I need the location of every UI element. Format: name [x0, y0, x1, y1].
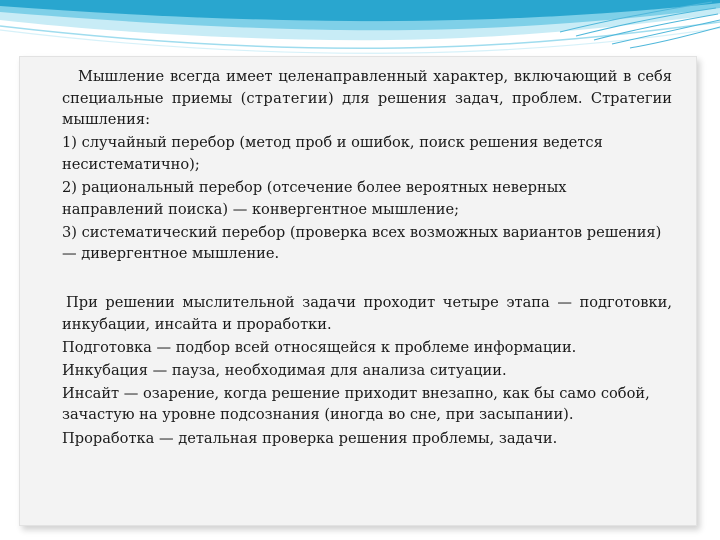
strategy-item-systematic: 3) систематический перебор (проверка всех возможных вариантов решения) — дивергентное мышление.: [62, 223, 662, 263]
strategies-intro-text-end: ) для решения задач, проблем. Стратегии мышления:: [62, 89, 672, 129]
stage-item-preparation: Подготовка — подбор всей относящейся к проблеме информации.: [62, 338, 577, 356]
strategies-intro-paragraph: [62, 66, 672, 131]
thinking-strategies-section: [62, 66, 672, 266]
header-wave-decoration: [0, 0, 720, 60]
strategies-intro-text-start: Мышление всегда имеет целенаправленный характер, включающий в себя специальные приемы (: [62, 68, 672, 107]
stage-item-insight: Инсайт — озарение, когда решение приходит внезапно, как бы само собой, зачастую на уровне подсознания (иногда во сне, при засыпании).: [62, 384, 650, 424]
stages-intro-paragraph: При решении мыслительной задачи проходит четыре этапа — подготовки, инкубации, инсайта и проработки.: [62, 294, 672, 333]
stage-item-incubation: Инкубация — пауза, необходимая для анализа ситуации.: [62, 361, 507, 379]
strategies-term: стратегии: [246, 89, 329, 107]
strategy-item-rational: 2) рациональный перебор (отсечение более вероятных неверных направлений поиска) — конвергентное мышление;: [62, 178, 567, 218]
strategy-item-random: 1) случайный перебор (метод проб и ошибок, поиск решения ведется несистематично);: [62, 134, 603, 173]
problem-solving-stages-section: [62, 292, 672, 451]
stage-item-elaboration: Проработка — детальная проверка решения проблемы, задачи.: [62, 429, 558, 447]
